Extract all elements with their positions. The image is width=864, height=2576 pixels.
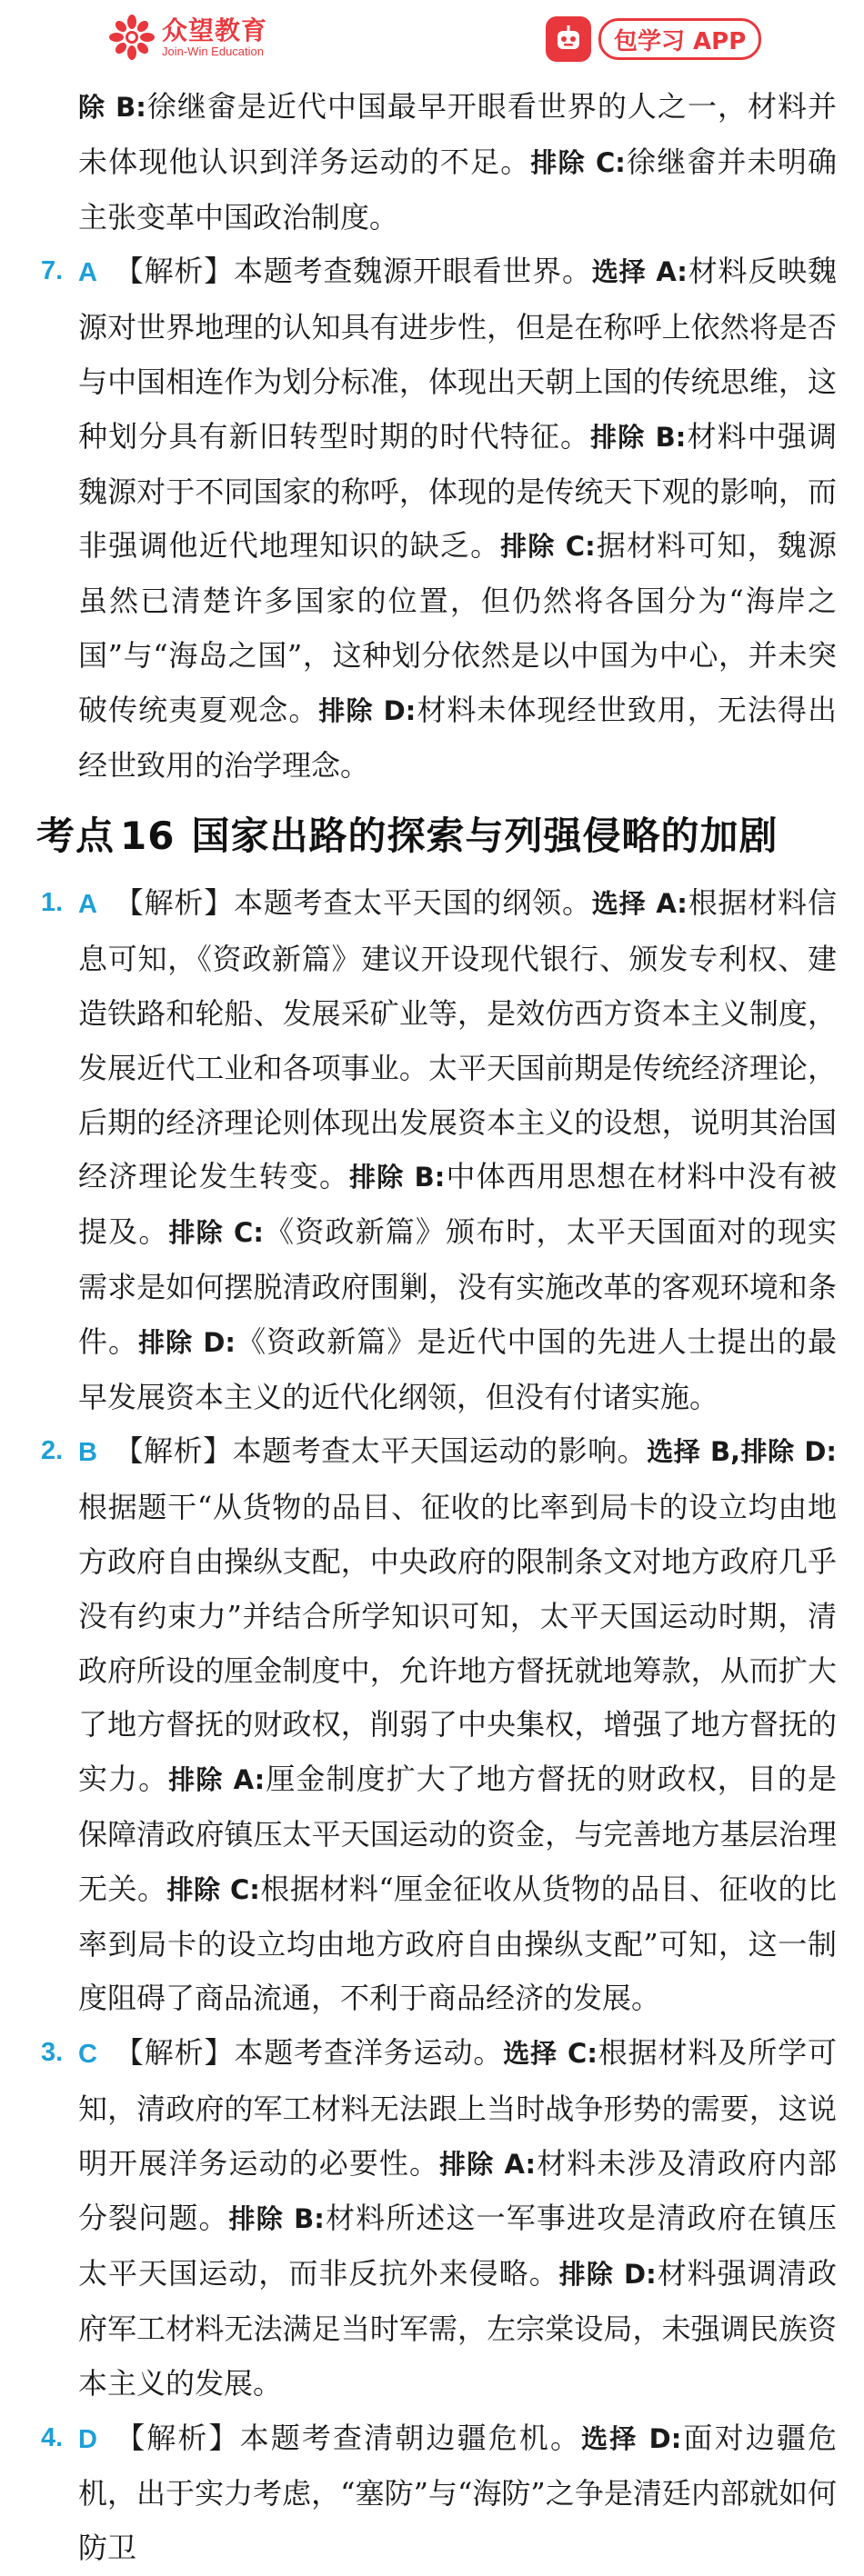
answer-item-1: 1. A 【解析】本题考查太平天国的纲领。选择 A:根据材料信息可知，《资政新篇》建议开设现代银行、颁发专利权、建造铁路和轮船、发展采矿业等，是效仿西方资本主义制度，发展近代工业和各项事业。太平天国前期是传统经济理论，后期的经济理论则体现出发展资本主义的设想，说明其治国经济理论发生转变。排除 B:中体西用思想在材料中没有被提及。排除 C:《资政新篇》颁布时，太平天国面对的现实需求是如何摆脱清政府围剿，没有实施改革的客观环境和条件。排除 D:《资政新篇》是近代中国的先进人士提出的最早发展资本主义的近代化纲领，但没有付诸实施。 (36, 876, 837, 1424)
page-header (0, 0, 864, 80)
item-number: 7. (41, 256, 64, 286)
item-number: 2. (41, 1436, 64, 1466)
intro-paragraph: 除 B:徐继畲是近代中国最早开眼看世界的人之一，材料并未体现他认识到洋务运动的不足。排除 C:徐继畲并未明确主张变革中国政治制度。 (78, 89, 837, 235)
answer-letter: A (78, 258, 97, 288)
item-number: 1. (41, 888, 64, 918)
brand-logo-icon (109, 15, 155, 60)
answer-item-2: 2. B 【解析】本题考查太平天国运动的影响。选择 B,排除 D:根据题干“从货物的品目、征收的比率到局卡的设立均由地方政府自由操纵支配，中央政府的限制条文对地方政府几乎没有约束力”并结合所学知识可知，太平天国运动时期，清政府所设的厘金制度中，允许地方督抚就地筹款，从而扩大了地方督抚的财政权，削弱了中央集权，增强了地方督抚的实力。排除 A:厘金制度扩大了地方督抚的财政权，目的是保障清政府镇压太平天国运动的资金，与完善地方基层治理无关。排除 C:根据材料“厘金征收从货物的品目、征收的比率到局卡的设立均由地方政府自由操纵支配”可知，这一制度阻碍了商品流通，不利于商品经济的发展。 (36, 1424, 837, 2026)
item-number: 3. (41, 2038, 64, 2068)
answer-letter: D (78, 2424, 97, 2454)
brand-name: 众望教育 (162, 15, 268, 45)
answer-letter: C (78, 2040, 97, 2070)
app-badge[interactable] (546, 16, 764, 62)
section-title: 考点 16 国家出路的探索与列强侵略的加剧 (36, 814, 779, 859)
answer-letter: A (78, 890, 97, 920)
answer-item-4: 4. D 【解析】本题考查清朝边疆危机。选择 D:面对边疆危机，出于实力考虑，“塞防”与“海防”之争是清廷内部就如何防卫 (36, 2411, 837, 2576)
answer-letter: B (78, 1438, 97, 1468)
answer-item-3: 3. C 【解析】本题考查洋务运动。选择 C:根据材料及所学可知，清政府的军工材料无法跟上当时战争形势的需要，这说明开展洋务运动的必要性。排除 A:材料未涉及清政府内部分裂问题。排除 B:材料所述这一军事进攻是清政府在镇压太平天国运动，而非反抗外来侵略。排除 D:材料强调清政府军工材料无法满足当时军需，左宗棠设局，未强调民族资本主义的发展。 (36, 2026, 837, 2411)
answer-content (36, 80, 837, 2576)
item-number: 4. (41, 2422, 64, 2452)
brand (109, 15, 267, 60)
app-label: 包学习 APP (598, 18, 761, 60)
brand-name-english: Join-Win Education (162, 45, 264, 58)
app-robot-icon (546, 16, 591, 62)
answer-item-7: 7. A 【解析】本题考查魏源开眼看世界。选择 A:材料反映魏源对世界地理的认知具有进步性，但是在称呼上依然将是否与中国相连作为划分标准，体现出天朝上国的传统思维，这种划分具有新旧转型时期的时代特征。排除 B:材料中强调魏源对于不同国家的称呼，体现的是传统天下观的影响，而非强调他近代地理知识的缺乏。排除 C:据材料可知，魏源虽然已清楚许多国家的位置，但仍然将各国分为“海岸之国”与“海岛之国”，这种划分依然是以中国为中心，并未突破传统夷夏观念。排除 D:材料未体现经世致用，无法得出经世致用的治学理念。 (36, 245, 837, 793)
